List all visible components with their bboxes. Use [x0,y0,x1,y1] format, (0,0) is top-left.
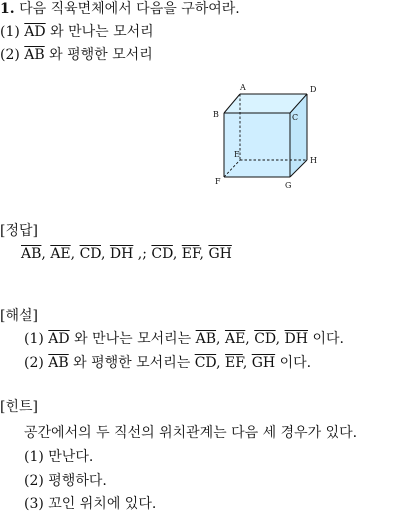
explanation-header: [해설] [0,308,38,324]
answer-segment: $\overline{CD}$ [151,246,173,262]
problem-number: 1. [0,1,15,17]
vertex-label-f: F [215,177,221,186]
cuboid-front-face [224,113,290,177]
question-1 [0,23,154,41]
explanation-segment: $\overline{GH}$ [251,355,276,371]
vertex-label-g: G [285,181,292,190]
vertex-label-b: B [213,110,219,119]
explanation-segment: $\overline{AE}$ [224,331,246,347]
hint-item: (2) 평행하다. [24,473,107,489]
explanation-1-text: 와 만나는 모서리는 [74,331,192,347]
explanation-line-1: (1) $\overline{AD}$ 와 만나는 모서리는 $\overline{AB}$, $\overline{AE}$, $\overline{CD}$, $\overline{DH}$ 이다. [24,331,344,347]
answer-segment: $\overline{DH}$ [109,246,134,262]
vertex-label-e: E [234,150,240,159]
vertex-label-a: A [240,83,246,92]
explanation-1-end: 이다. [312,331,344,347]
explanation-2-end: 이다. [279,355,312,371]
explanation-segment: $\overline{DH}$ [284,331,308,347]
question-2-label: (2) [0,47,20,63]
segment-ad: $\overline{AD}$ [24,24,46,40]
question-2-text: 와 평행한 모서리 [49,47,153,63]
explanation-line-2: (2) $\overline{AB}$ 와 평행한 모서리는 $\overline{CD}$, $\overline{EF}$, $\overline{GH}$ 이다. [24,355,312,371]
hint-header: [힌트] [0,399,38,415]
explanation-segment: $\overline{EF}$ [225,355,243,371]
answer-segment: $\overline{GH}$ [208,246,232,262]
hint-intro: 공간에서의 두 직선의 위치관계는 다음 세 경우가 있다. [24,425,358,441]
answer-segment: $\overline{AB}$ [21,246,42,262]
question-2 [0,46,153,64]
segment-ad: $\overline{AD}$ [48,331,70,347]
explanation-segment: $\overline{CD}$ [194,355,217,371]
explanation-2-label: (2) [24,355,44,371]
segment-ab: $\overline{AB}$ [48,355,69,371]
question-1-text: 와 만나는 모서리 [50,24,154,40]
explanation-1-label: (1) [24,331,44,347]
question-1-label: (1) [0,24,20,40]
hint-item: (1) 만난다. [24,449,94,465]
segment-ab: $\overline{AB}$ [24,47,45,63]
answer-segment: $\overline{EF}$ [181,246,200,262]
vertex-label-c: C [292,113,299,122]
hint-item: (3) 꼬인 위치에 있다. [24,496,157,512]
cuboid-figure [205,80,330,195]
answer-separator: ,; [137,246,147,262]
explanation-2-text: 와 평행한 모서리는 [73,355,191,371]
problem-title: 다음 직육면체에서 다음을 구하여라. [19,1,240,17]
problem-title-line [0,0,240,18]
vertex-label-d: D [310,85,317,94]
answer-header: [정답] [0,223,38,239]
explanation-segment: $\overline{AB}$ [195,331,217,347]
answer-segment: $\overline{CD}$ [79,246,101,262]
answer-line: $\overline{AB}$, $\overline{AE}$, $\overline{CD}$, $\overline{DH}$ ,; $\overline{CD}$, $\overline{EF}$, $\overline{GH}$ [21,246,232,262]
explanation-segment: $\overline{CD}$ [254,331,276,347]
vertex-label-h: H [310,156,317,165]
answer-segment: $\overline{AE}$ [50,246,71,262]
